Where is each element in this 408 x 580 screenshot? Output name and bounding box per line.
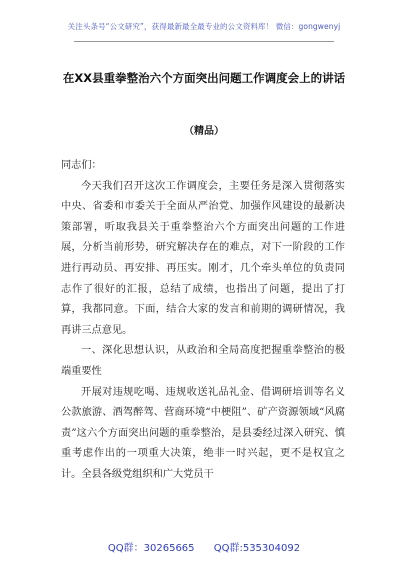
document-title: 在XX县重拳整治六个方面突出问题工作调度会上的讲话 — [62, 71, 346, 85]
body-paragraph-intro: 今天我们召开这次工作调度会，主要任务是深入贯彻落实中央、省委和市委关于全面从严治党、加强作风建设的最新决策部署，听取我县关于重拳整治六个方面突出问题的工作进展，分析当前形势，研究解决存在的难点，对下一阶段的工作进行再动员、再安排、再压实。刚才，几个牵头单位的负责同志作了很好的汇报，总结了成绩，也指出了问题，提出了打算，我都同意。下面，结合大家的发言和前期的调研情况，我再讲三点意见。 — [61, 180, 345, 336]
header-promo-text: 关注头条号“公文研究”，获得最新最全最专业的公文资料库！ 微信：gongwenyj — [67, 22, 341, 31]
footer-qq-group-2: QQ群:535304092 — [213, 543, 301, 554]
body-paragraph-section-1: 开展对违规吃喝、违规收送礼品礼金、借调研培训等名义公款旅游、酒驾醉驾、营商环境“中梗阻”、矿产资源领域“风腐责”这六个方面突出问题的重拳整治，是县委经过深入研究、慎重考虑作出的一项重大决策，绝非一时兴起，更不是权宜之计。全县各级党组织和广大党员干 — [61, 386, 345, 480]
section-heading-1: 一、深化思想认识，从政治和全局高度把握重拳整治的极端重要性 — [61, 345, 345, 377]
footer-qq-group-1: QQ群：30265665 — [107, 543, 195, 554]
document-body — [61, 156, 345, 486]
salutation: 同志们： — [61, 160, 102, 171]
document-subtitle: （精品） — [184, 126, 224, 137]
footer-contact — [0, 539, 408, 554]
header-divider — [74, 41, 334, 42]
